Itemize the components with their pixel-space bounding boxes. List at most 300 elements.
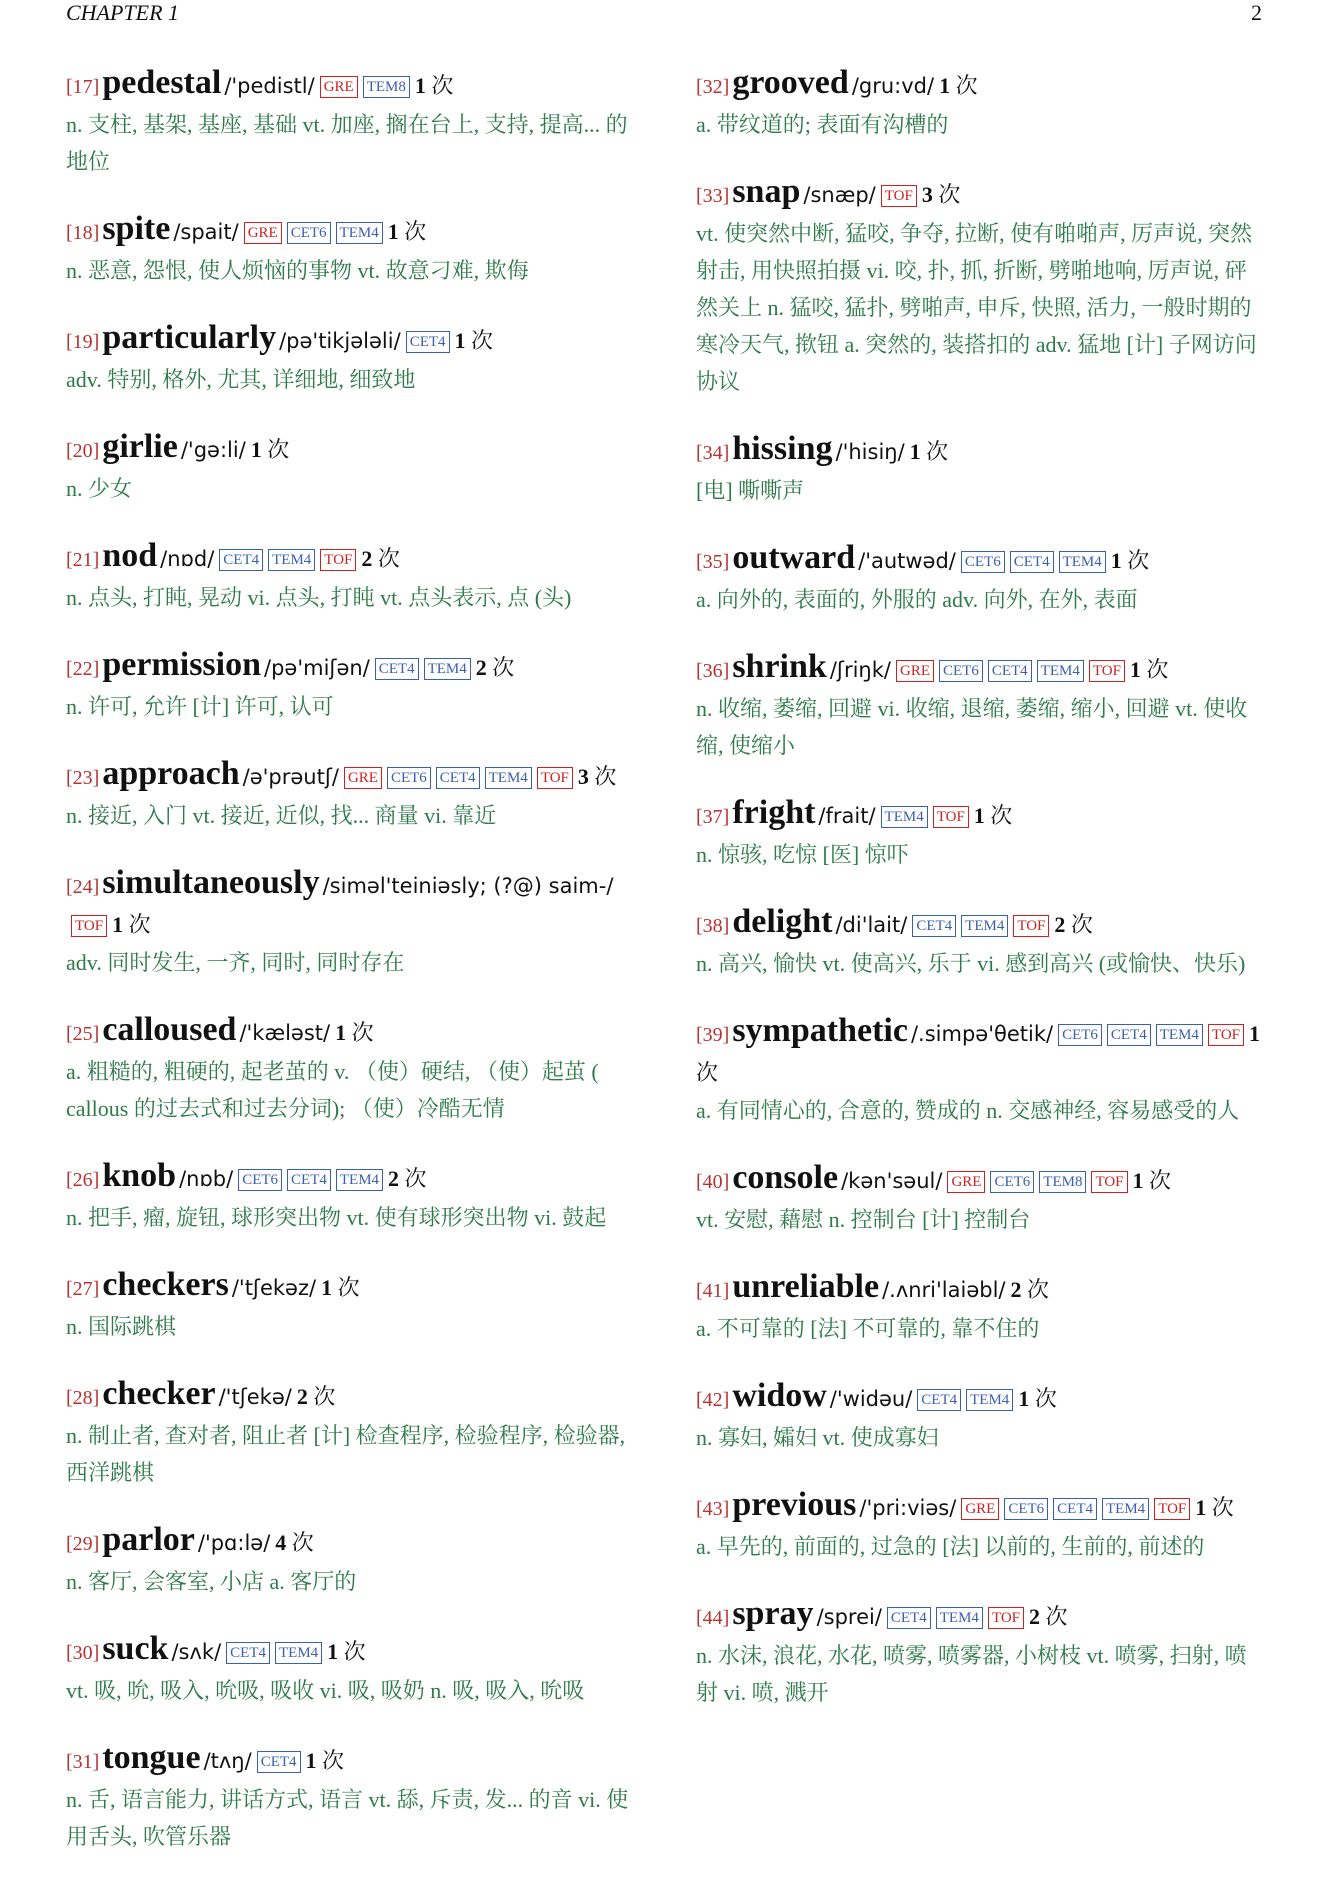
- entry-number: [44]: [696, 1607, 730, 1629]
- definition: [电] 嘶嘶声: [696, 478, 805, 503]
- exam-tag: GRE: [961, 1498, 999, 1520]
- exam-tag: CET4: [1107, 1024, 1151, 1046]
- occurrence-count: [321, 1275, 360, 1300]
- phonetic: /kən'səul/: [841, 1169, 943, 1193]
- count-unit: 次: [1146, 657, 1169, 682]
- exam-tag: CET6: [939, 660, 983, 682]
- count-value: 1: [387, 219, 399, 244]
- entry-number: [34]: [696, 442, 730, 464]
- count-value: 2: [475, 655, 487, 680]
- occurrence-count: [297, 1384, 336, 1409]
- entry-number: [23]: [66, 767, 100, 789]
- definition: a. 不可靠的 [法] 不可靠的, 靠不住的: [696, 1316, 1040, 1341]
- phonetic: /ʃriŋk/: [829, 658, 891, 682]
- count-value: 1: [909, 439, 921, 464]
- definition: n. 惊骇, 吃惊 [医] 惊吓: [696, 842, 909, 867]
- occurrence-count: [388, 1166, 427, 1191]
- entry-headline: [696, 903, 1266, 945]
- chapter-title: CHAPTER 1: [66, 0, 180, 25]
- entry-headline: [66, 537, 634, 579]
- entry-headline: [66, 64, 634, 106]
- phonetic: /snæp/: [803, 183, 876, 207]
- entry-headline: [66, 428, 634, 470]
- exam-tag: TEM4: [424, 658, 471, 680]
- exam-tag: GRE: [320, 76, 358, 98]
- headword: fright: [732, 794, 816, 831]
- occurrence-count: [974, 803, 1013, 828]
- count-value: 1: [1018, 1386, 1030, 1411]
- entry-number: [43]: [696, 1498, 730, 1520]
- definition: vt. 吸, 吮, 吸入, 吮吸, 吸收 vi. 吸, 吸奶 n. 吸, 吸入, 吮吸: [66, 1678, 585, 1703]
- occurrence-count: [1054, 912, 1093, 937]
- count-unit: 次: [343, 1639, 366, 1664]
- phonetic: /'hisiŋ/: [835, 440, 905, 464]
- headword: suck: [102, 1630, 169, 1667]
- vocab-entry: [696, 903, 1266, 982]
- exam-tag: CET4: [257, 1751, 301, 1773]
- exam-tag: TOF: [1208, 1024, 1244, 1046]
- count-unit: 次: [938, 182, 961, 207]
- entry-number: [18]: [66, 222, 100, 244]
- exam-tag: CET4: [375, 658, 419, 680]
- occurrence-count: [275, 1530, 314, 1555]
- exam-tag: CET6: [990, 1171, 1034, 1193]
- entry-number: [42]: [696, 1389, 730, 1411]
- headword: permission: [102, 646, 262, 683]
- headword: spray: [732, 1595, 814, 1632]
- phonetic: /'pedistl/: [224, 74, 315, 98]
- occurrence-count: [455, 328, 494, 353]
- definition: n. 少女: [66, 476, 133, 501]
- phonetic: /pə'miʃən/: [264, 656, 370, 680]
- occurrence-count: [1130, 657, 1169, 682]
- entry-number: [29]: [66, 1533, 100, 1555]
- page-header: [66, 0, 1262, 26]
- count-unit: 次: [594, 764, 617, 789]
- vocab-entry: [696, 1377, 1266, 1456]
- entry-number: [28]: [66, 1387, 100, 1409]
- definition: a. 早先的, 前面的, 过急的 [法] 以前的, 生前的, 前述的: [696, 1534, 1205, 1559]
- definition: n. 国际跳棋: [66, 1314, 177, 1339]
- occurrence-count: [415, 73, 454, 98]
- count-unit: 次: [1070, 912, 1093, 937]
- headword: parlor: [102, 1521, 195, 1558]
- vocab-entry: [66, 1521, 634, 1600]
- entry-number: [20]: [66, 440, 100, 462]
- exam-tag: CET6: [287, 222, 331, 244]
- occurrence-count: [251, 437, 290, 462]
- entry-number: [22]: [66, 658, 100, 680]
- entry-number: [21]: [66, 549, 100, 571]
- entry-headline: [66, 1739, 634, 1781]
- vocab-entry: [696, 648, 1266, 764]
- occurrence-count: [361, 546, 400, 571]
- entry-headline: [66, 646, 634, 688]
- definition: n. 寡妇, 孀妇 vt. 使成寡妇: [696, 1425, 939, 1450]
- exam-tag: CET6: [1058, 1024, 1102, 1046]
- phonetic: /pə'tikjələli/: [279, 329, 401, 353]
- count-unit: 次: [1027, 1277, 1050, 1302]
- phonetic: /'pɑ:lə/: [197, 1531, 271, 1555]
- exam-tag: TOF: [1013, 915, 1049, 937]
- count-value: 1: [973, 803, 985, 828]
- entry-headline: [66, 1266, 634, 1308]
- count-unit: 次: [1211, 1495, 1234, 1520]
- phonetic: /di'lait/: [835, 913, 908, 937]
- vocab-entry: [66, 1739, 634, 1855]
- count-value: 2: [296, 1384, 308, 1409]
- headword: console: [732, 1159, 839, 1196]
- count-value: 3: [577, 764, 589, 789]
- count-value: 1: [250, 437, 262, 462]
- exam-tag: TEM4: [1037, 660, 1084, 682]
- headword: calloused: [102, 1011, 237, 1048]
- exam-tag: TEM4: [881, 806, 928, 828]
- headword: pedestal: [102, 64, 222, 101]
- headword: grooved: [732, 64, 849, 101]
- count-value: 2: [1054, 912, 1066, 937]
- entry-number: [38]: [696, 915, 730, 937]
- exam-tag: TEM4: [336, 222, 383, 244]
- count-unit: 次: [337, 1275, 360, 1300]
- exam-tag: CET4: [1053, 1498, 1097, 1520]
- count-unit: 次: [431, 73, 454, 98]
- entry-number: [24]: [66, 876, 100, 898]
- vocab-entry: [66, 1375, 634, 1491]
- occurrence-count: [112, 912, 151, 937]
- vocab-entry: [66, 1266, 634, 1345]
- phonetic: /tʌŋ/: [203, 1749, 252, 1773]
- vocab-entry: [66, 537, 634, 616]
- entry-headline: [696, 1159, 1266, 1201]
- count-unit: 次: [1149, 1168, 1172, 1193]
- exam-tag: CET4: [917, 1389, 961, 1411]
- entry-headline: [66, 755, 634, 797]
- entry-number: [37]: [696, 806, 730, 828]
- entry-number: [35]: [696, 551, 730, 573]
- count-value: 3: [921, 182, 933, 207]
- count-unit: 次: [926, 439, 949, 464]
- exam-tag: TOF: [933, 806, 969, 828]
- entry-headline: [66, 1521, 634, 1563]
- phonetic: /.simpə'θetik/: [910, 1022, 1054, 1046]
- occurrence-count: [578, 764, 617, 789]
- headword: nod: [102, 537, 158, 574]
- phonetic: /frait/: [818, 804, 876, 828]
- entry-headline: [66, 1630, 634, 1672]
- headword: hissing: [732, 430, 833, 467]
- headword: spite: [102, 210, 171, 247]
- definition: adv. 同时发生, 一齐, 同时, 同时存在: [66, 950, 405, 975]
- entry-headline: [66, 210, 634, 252]
- count-unit: 次: [267, 437, 290, 462]
- entry-number: [27]: [66, 1278, 100, 1300]
- count-value: 2: [1010, 1277, 1022, 1302]
- definition: n. 接近, 入门 vt. 接近, 近似, 找... 商量 vi. 靠近: [66, 803, 497, 828]
- definition: a. 带纹道的; 表面有沟槽的: [696, 112, 949, 137]
- exam-tag: TEM4: [268, 549, 315, 571]
- count-value: 1: [414, 73, 426, 98]
- vocab-entry: [696, 430, 1266, 509]
- vocab-entry: [66, 1157, 634, 1236]
- entry-number: [25]: [66, 1023, 100, 1045]
- exam-tag: CET4: [887, 1607, 931, 1629]
- occurrence-count: [476, 655, 515, 680]
- right-column: [696, 64, 1266, 1741]
- entry-number: [41]: [696, 1280, 730, 1302]
- exam-tag: TOF: [1089, 660, 1125, 682]
- occurrence-count: [1029, 1604, 1068, 1629]
- occurrence-count: [1011, 1277, 1050, 1302]
- phonetic: /spait/: [173, 220, 239, 244]
- exam-tag: CET4: [226, 1642, 270, 1664]
- vocab-entry: [696, 1268, 1266, 1347]
- phonetic: /.ʌnri'laiəbl/: [882, 1278, 1006, 1302]
- occurrence-count: [939, 73, 978, 98]
- count-value: 1: [321, 1275, 333, 1300]
- vocab-entry: [66, 864, 634, 981]
- definition: n. 点头, 打盹, 晃动 vi. 点头, 打盹 vt. 点头表示, 点 (头): [66, 585, 572, 610]
- phonetic: /siməl'teiniəsly; (?@) saim-/: [322, 874, 614, 898]
- phonetic: /'tʃekəz/: [231, 1276, 317, 1300]
- occurrence-count: [1133, 1168, 1172, 1193]
- headword: unreliable: [732, 1268, 880, 1305]
- entry-number: [32]: [696, 76, 730, 98]
- exam-tag: TOF: [71, 915, 107, 937]
- definition: vt. 安慰, 藉慰 n. 控制台 [计] 控制台: [696, 1207, 1031, 1232]
- count-unit: 次: [404, 1166, 427, 1191]
- count-unit: 次: [377, 546, 400, 571]
- phonetic: /'gə:li/: [180, 438, 246, 462]
- headword: tongue: [102, 1739, 201, 1776]
- exam-tag: TEM4: [336, 1169, 383, 1191]
- exam-tag: CET4: [219, 549, 263, 571]
- phonetic: /'widəu/: [829, 1387, 913, 1411]
- exam-tag: GRE: [344, 767, 382, 789]
- headword: shrink: [732, 648, 827, 685]
- count-unit: 次: [291, 1530, 314, 1555]
- phonetic: /'autwəd/: [858, 549, 956, 573]
- entry-headline: [66, 319, 634, 361]
- occurrence-count: [1018, 1386, 1057, 1411]
- occurrence-count: [910, 439, 949, 464]
- vocab-entry: [696, 1486, 1266, 1565]
- count-unit: 次: [128, 912, 151, 937]
- exam-tag: TEM8: [1039, 1171, 1086, 1193]
- definition: n. 水沫, 浪花, 水花, 喷雾, 喷雾器, 小树枝 vt. 喷雾, 扫射, 喷射 vi. 喷, 溅开: [696, 1643, 1247, 1705]
- exam-tag: CET4: [1010, 551, 1054, 573]
- count-value: 1: [454, 328, 466, 353]
- exam-tag: GRE: [896, 660, 934, 682]
- count-unit: 次: [492, 655, 515, 680]
- vocab-entry: [66, 64, 634, 180]
- exam-tag: CET4: [287, 1169, 331, 1191]
- occurrence-count: [335, 1020, 374, 1045]
- exam-tag: GRE: [244, 222, 282, 244]
- exam-tag: TEM4: [275, 1642, 322, 1664]
- entry-number: [30]: [66, 1642, 100, 1664]
- vocab-entry: [696, 64, 1266, 143]
- entry-headline: [696, 539, 1266, 581]
- vocab-entry: [696, 539, 1266, 618]
- exam-tag: TEM4: [1102, 1498, 1149, 1520]
- vocab-entry: [66, 428, 634, 507]
- count-value: 1: [939, 73, 951, 98]
- definition: n. 支柱, 基架, 基座, 基础 vt. 加座, 搁在台上, 支持, 提高... 的地位: [66, 112, 628, 174]
- definition: n. 把手, 瘤, 旋钮, 球形突出物 vt. 使有球形突出物 vi. 鼓起: [66, 1205, 607, 1230]
- entry-headline: [696, 1012, 1266, 1092]
- headword: knob: [102, 1157, 177, 1194]
- headword: checker: [102, 1375, 216, 1412]
- count-value: 1: [1110, 548, 1122, 573]
- occurrence-count: [327, 1639, 366, 1664]
- entry-headline: [696, 1595, 1266, 1637]
- headword: simultaneously: [102, 864, 320, 901]
- count-value: 4: [275, 1530, 287, 1555]
- definition: a. 粗糙的, 粗硬的, 起老茧的 v. （使）硬结, （使）起茧 ( callous 的过去式和过去分词); （使）冷酷无情: [66, 1059, 599, 1121]
- entry-number: [19]: [66, 331, 100, 353]
- count-value: 1: [305, 1748, 317, 1773]
- exam-tag: TEM8: [363, 76, 410, 98]
- exam-tag: TEM4: [1059, 551, 1106, 573]
- exam-tag: TOF: [320, 549, 356, 571]
- count-unit: 次: [471, 328, 494, 353]
- phonetic: /nɒd/: [160, 547, 215, 571]
- exam-tag: CET6: [1004, 1498, 1048, 1520]
- headword: previous: [732, 1486, 857, 1523]
- exam-tag: TEM4: [485, 767, 532, 789]
- phonetic: /sʌk/: [171, 1640, 222, 1664]
- headword: widow: [732, 1377, 827, 1414]
- exam-tag: TOF: [881, 185, 917, 207]
- exam-tag: TEM4: [1156, 1024, 1203, 1046]
- definition: n. 恶意, 怨恨, 使人烦恼的事物 vt. 故意刁难, 欺侮: [66, 258, 529, 283]
- count-value: 1: [1195, 1495, 1207, 1520]
- vocab-entry: [66, 646, 634, 725]
- entry-headline: [696, 1377, 1266, 1419]
- exam-tag: TOF: [1091, 1171, 1127, 1193]
- exam-tag: TEM4: [961, 915, 1008, 937]
- entry-number: [33]: [696, 185, 730, 207]
- occurrence-count: [1195, 1495, 1234, 1520]
- headword: particularly: [102, 319, 277, 356]
- headword: girlie: [102, 428, 178, 465]
- entry-number: [40]: [696, 1171, 730, 1193]
- entry-headline: [696, 430, 1266, 472]
- count-unit: 次: [696, 1060, 719, 1085]
- definition: vt. 使突然中断, 猛咬, 争夺, 拉断, 使有啪啪声, 厉声说, 突然射击, 用快照拍摄 vi. 咬, 扑, 抓, 折断, 劈啪地响, 厉声说, 砰然关上 n. 猛咬, 猛扑, 劈啪声, 申斥, 快照, 活力, 一般时期的寒冷天气, 揿钮 a. 突然的, 装搭扣的 adv. 猛地 [计] 子网访问协议: [696, 221, 1257, 394]
- entry-number: [17]: [66, 76, 100, 98]
- exam-tag: CET4: [988, 660, 1032, 682]
- entry-headline: [66, 1011, 634, 1053]
- definition: n. 舌, 语言能力, 讲话方式, 语言 vt. 舔, 斥责, 发... 的音 vi. 使用舌头, 吹管乐器: [66, 1787, 629, 1849]
- page-number: 2: [1251, 0, 1262, 25]
- count-value: 2: [1029, 1604, 1041, 1629]
- vocab-entry: [66, 1011, 634, 1127]
- exam-tag: GRE: [947, 1171, 985, 1193]
- count-value: 1: [112, 912, 124, 937]
- count-value: 1: [1249, 1021, 1260, 1046]
- count-unit: 次: [322, 1748, 345, 1773]
- occurrence-count: [306, 1748, 345, 1773]
- vocab-entry: [66, 755, 634, 834]
- count-value: 1: [327, 1639, 339, 1664]
- exam-tag: CET4: [406, 331, 450, 353]
- count-value: 1: [1132, 1168, 1144, 1193]
- entry-headline: [696, 1486, 1266, 1528]
- entry-number: [39]: [696, 1024, 730, 1046]
- count-value: 1: [335, 1020, 347, 1045]
- entry-headline: [696, 64, 1266, 106]
- headword: outward: [732, 539, 856, 576]
- headword: snap: [732, 173, 801, 210]
- headword: sympathetic: [732, 1012, 908, 1049]
- phonetic: /nɒb/: [179, 1167, 234, 1191]
- occurrence-count: [1111, 548, 1150, 573]
- count-value: 2: [388, 1166, 400, 1191]
- entry-headline: [696, 1268, 1266, 1310]
- entry-headline: [66, 1375, 634, 1417]
- vocab-entry: [66, 210, 634, 289]
- exam-tag: TEM4: [966, 1389, 1013, 1411]
- entry-headline: [696, 173, 1266, 215]
- phonetic: /ə'prəutʃ/: [242, 765, 339, 789]
- exam-tag: CET6: [387, 767, 431, 789]
- count-unit: 次: [351, 1020, 374, 1045]
- count-unit: 次: [1127, 548, 1150, 573]
- vocab-entry: [66, 319, 634, 398]
- definition: n. 客厅, 会客室, 小店 a. 客厅的: [66, 1569, 357, 1594]
- entry-number: [26]: [66, 1169, 100, 1191]
- definition: n. 许可, 允许 [计] 许可, 认可: [66, 694, 334, 719]
- exam-tag: CET4: [436, 767, 480, 789]
- vocab-entry: [696, 1159, 1266, 1238]
- exam-tag: TOF: [988, 1607, 1024, 1629]
- entry-headline: [696, 794, 1266, 836]
- count-unit: 次: [1034, 1386, 1057, 1411]
- phonetic: /gru:vd/: [851, 74, 935, 98]
- vocab-entry: [66, 1630, 634, 1709]
- left-column: [66, 64, 634, 1885]
- definition: a. 向外的, 表面的, 外服的 adv. 向外, 在外, 表面: [696, 587, 1138, 612]
- definition: a. 有同情心的, 合意的, 赞成的 n. 交感神经, 容易感受的人: [696, 1098, 1240, 1123]
- entry-headline: [66, 864, 634, 944]
- count-unit: 次: [990, 803, 1013, 828]
- occurrence-count: [388, 219, 427, 244]
- phonetic: /'tʃekə/: [218, 1385, 292, 1409]
- definition: n. 制止者, 查对者, 阻止者 [计] 检查程序, 检验程序, 检验器, 西洋跳棋: [66, 1423, 626, 1485]
- phonetic: /sprei/: [816, 1605, 882, 1629]
- exam-tag: CET4: [912, 915, 956, 937]
- headword: checkers: [102, 1266, 229, 1303]
- count-unit: 次: [404, 219, 427, 244]
- count-value: 1: [1129, 657, 1141, 682]
- exam-tag: TOF: [537, 767, 573, 789]
- definition: n. 高兴, 愉快 vt. 使高兴, 乐于 vi. 感到高兴 (或愉快、快乐): [696, 951, 1246, 976]
- phonetic: /'pri:viəs/: [859, 1496, 957, 1520]
- occurrence-count: [922, 182, 961, 207]
- vocab-entry: [696, 794, 1266, 873]
- phonetic: /'kæləst/: [239, 1021, 331, 1045]
- headword: approach: [102, 755, 240, 792]
- exam-tag: TOF: [1154, 1498, 1190, 1520]
- exam-tag: TEM4: [936, 1607, 983, 1629]
- vocab-entry: [696, 1595, 1266, 1711]
- entry-number: [31]: [66, 1751, 100, 1773]
- entry-headline: [696, 648, 1266, 690]
- vocab-entry: [696, 173, 1266, 400]
- count-unit: 次: [1045, 1604, 1068, 1629]
